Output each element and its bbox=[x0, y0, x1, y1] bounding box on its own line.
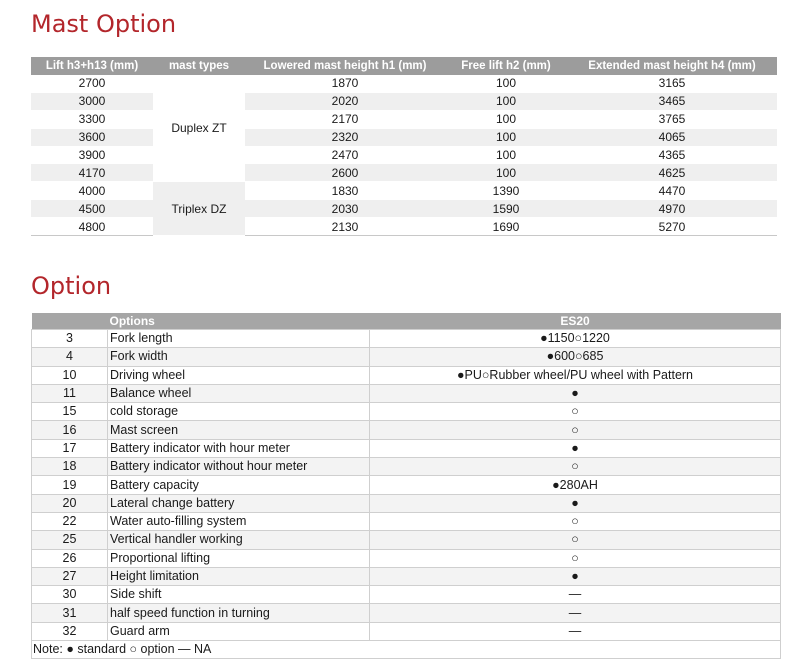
option-value: ○ bbox=[370, 458, 781, 476]
mast-header-row bbox=[31, 57, 777, 75]
header-mast-types: mast types bbox=[153, 57, 245, 75]
legend-note: Note: ● standard ○ option — NA bbox=[32, 641, 781, 659]
option-value: ● bbox=[370, 384, 781, 402]
lift-cell: 3300 bbox=[31, 110, 153, 128]
option-name: Guard arm bbox=[108, 622, 370, 640]
option-name: Fork width bbox=[108, 348, 370, 366]
mast-type-triplex: Triplex DZ bbox=[153, 182, 245, 236]
header-no bbox=[32, 313, 108, 330]
option-value: ○ bbox=[370, 512, 781, 530]
extended-cell: 4970 bbox=[567, 200, 777, 218]
free-lift-cell: 1390 bbox=[445, 182, 567, 200]
lowered-cell: 2020 bbox=[245, 92, 445, 110]
extended-cell: 4625 bbox=[567, 164, 777, 182]
extended-cell: 3765 bbox=[567, 110, 777, 128]
table-row bbox=[32, 604, 781, 622]
lift-cell: 4500 bbox=[31, 200, 153, 218]
option-title: Option bbox=[31, 272, 112, 300]
lift-cell: 4000 bbox=[31, 182, 153, 200]
option-number: 30 bbox=[32, 586, 108, 604]
option-name: Battery capacity bbox=[108, 476, 370, 494]
option-name: Driving wheel bbox=[108, 366, 370, 384]
mast-option-title: Mast Option bbox=[31, 10, 177, 38]
lift-cell: 4170 bbox=[31, 164, 153, 182]
option-header-row bbox=[32, 313, 781, 330]
option-name: Battery indicator without hour meter bbox=[108, 458, 370, 476]
option-value: ● bbox=[370, 494, 781, 512]
option-name: Side shift bbox=[108, 586, 370, 604]
option-name: cold storage bbox=[108, 403, 370, 421]
lowered-cell: 2030 bbox=[245, 200, 445, 218]
extended-cell: 3165 bbox=[567, 75, 777, 92]
extended-cell: 4065 bbox=[567, 128, 777, 146]
option-number: 17 bbox=[32, 439, 108, 457]
option-value: ●1150○1220 bbox=[370, 330, 781, 348]
option-name: Lateral change battery bbox=[108, 494, 370, 512]
table-row bbox=[32, 458, 781, 476]
table-row bbox=[31, 218, 777, 236]
free-lift-cell: 1590 bbox=[445, 200, 567, 218]
option-value: ●600○685 bbox=[370, 348, 781, 366]
header-lowered-height: Lowered mast height h1 (mm) bbox=[245, 57, 445, 75]
table-row bbox=[32, 476, 781, 494]
option-number: 22 bbox=[32, 512, 108, 530]
lowered-cell: 1830 bbox=[245, 182, 445, 200]
option-value: ○ bbox=[370, 421, 781, 439]
option-name: Water auto-filling system bbox=[108, 512, 370, 530]
header-free-lift: Free lift h2 (mm) bbox=[445, 57, 567, 75]
extended-cell: 3465 bbox=[567, 92, 777, 110]
option-number: 3 bbox=[32, 330, 108, 348]
header-extended-height: Extended mast height h4 (mm) bbox=[567, 57, 777, 75]
table-row bbox=[32, 567, 781, 585]
lift-cell: 4800 bbox=[31, 218, 153, 236]
table-row bbox=[32, 512, 781, 530]
table-row bbox=[32, 549, 781, 567]
table-row bbox=[31, 110, 777, 128]
table-row bbox=[32, 421, 781, 439]
option-number: 32 bbox=[32, 622, 108, 640]
option-value: ● bbox=[370, 567, 781, 585]
option-number: 15 bbox=[32, 403, 108, 421]
lift-cell: 3900 bbox=[31, 146, 153, 164]
option-value: ●PU○Rubber wheel/PU wheel with Pattern bbox=[370, 366, 781, 384]
extended-cell: 5270 bbox=[567, 218, 777, 236]
option-name: half speed function in turning bbox=[108, 604, 370, 622]
option-value: — bbox=[370, 604, 781, 622]
table-row bbox=[31, 146, 777, 164]
note-row bbox=[32, 641, 781, 659]
option-name: Vertical handler working bbox=[108, 531, 370, 549]
extended-cell: 4365 bbox=[567, 146, 777, 164]
lowered-cell: 2130 bbox=[245, 218, 445, 236]
free-lift-cell: 100 bbox=[445, 110, 567, 128]
free-lift-cell: 100 bbox=[445, 128, 567, 146]
option-value: ○ bbox=[370, 403, 781, 421]
option-number: 11 bbox=[32, 384, 108, 402]
option-value: — bbox=[370, 622, 781, 640]
table-row bbox=[31, 92, 777, 110]
option-number: 19 bbox=[32, 476, 108, 494]
table-row bbox=[32, 622, 781, 640]
free-lift-cell: 100 bbox=[445, 75, 567, 92]
option-number: 4 bbox=[32, 348, 108, 366]
option-number: 26 bbox=[32, 549, 108, 567]
option-name: Height limitation bbox=[108, 567, 370, 585]
lowered-cell: 2320 bbox=[245, 128, 445, 146]
header-es20: ES20 bbox=[370, 313, 781, 330]
lift-cell: 3000 bbox=[31, 92, 153, 110]
option-name: Battery indicator with hour meter bbox=[108, 439, 370, 457]
option-number: 16 bbox=[32, 421, 108, 439]
lift-cell: 2700 bbox=[31, 75, 153, 92]
table-row bbox=[32, 384, 781, 402]
lowered-cell: 1870 bbox=[245, 75, 445, 92]
table-row bbox=[31, 128, 777, 146]
header-lift: Lift h3+h13 (mm) bbox=[31, 57, 153, 75]
option-name: Proportional lifting bbox=[108, 549, 370, 567]
table-row bbox=[32, 348, 781, 366]
option-number: 31 bbox=[32, 604, 108, 622]
table-row bbox=[31, 75, 777, 92]
option-table bbox=[31, 313, 781, 659]
option-value: ●280AH bbox=[370, 476, 781, 494]
free-lift-cell: 100 bbox=[445, 146, 567, 164]
table-row bbox=[32, 586, 781, 604]
table-row bbox=[31, 164, 777, 182]
option-value: ○ bbox=[370, 531, 781, 549]
header-options: Options bbox=[108, 313, 370, 330]
option-number: 20 bbox=[32, 494, 108, 512]
free-lift-cell: 100 bbox=[445, 92, 567, 110]
table-row bbox=[32, 330, 781, 348]
option-value: — bbox=[370, 586, 781, 604]
option-number: 18 bbox=[32, 458, 108, 476]
mast-option-table bbox=[31, 57, 777, 236]
option-number: 27 bbox=[32, 567, 108, 585]
lift-cell: 3600 bbox=[31, 128, 153, 146]
option-name: Mast screen bbox=[108, 421, 370, 439]
table-row bbox=[31, 200, 777, 218]
table-row bbox=[32, 366, 781, 384]
option-name: Fork length bbox=[108, 330, 370, 348]
option-name: Balance wheel bbox=[108, 384, 370, 402]
free-lift-cell: 1690 bbox=[445, 218, 567, 236]
lowered-cell: 2170 bbox=[245, 110, 445, 128]
lowered-cell: 2470 bbox=[245, 146, 445, 164]
option-value: ● bbox=[370, 439, 781, 457]
free-lift-cell: 100 bbox=[445, 164, 567, 182]
table-row bbox=[32, 531, 781, 549]
table-row bbox=[32, 494, 781, 512]
extended-cell: 4470 bbox=[567, 182, 777, 200]
lowered-cell: 2600 bbox=[245, 164, 445, 182]
table-row bbox=[31, 182, 777, 200]
table-row bbox=[32, 403, 781, 421]
option-number: 25 bbox=[32, 531, 108, 549]
table-row bbox=[32, 439, 781, 457]
mast-type-duplex: Duplex ZT bbox=[153, 75, 245, 182]
option-number: 10 bbox=[32, 366, 108, 384]
option-value: ○ bbox=[370, 549, 781, 567]
